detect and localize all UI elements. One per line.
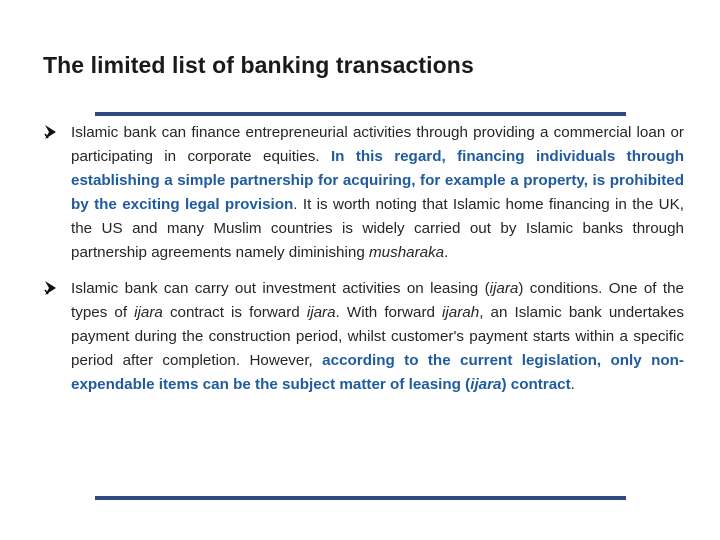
text-segment: ) conditions. One of the types of	[71, 280, 685, 321]
bullet-item	[44, 121, 684, 265]
text-segment: ijarah	[442, 304, 480, 321]
slide-title: The limited list of banking transactions	[43, 52, 474, 78]
text-segment: ijara	[306, 304, 336, 321]
text-segment: according to the current legislation, only non-expendable items can be the subject matter of leasing (	[71, 352, 684, 393]
text-segment: ijara	[134, 304, 163, 321]
text-segment: . With forward	[335, 304, 443, 321]
text-segment: , an Islamic bank undertakes payment during the construction period, whilst customer's payment starts within a specific period after completion. However,	[71, 304, 684, 369]
text-segment: .	[444, 244, 449, 261]
text-segment: ijara	[470, 376, 502, 393]
text-segment: Islamic bank can finance entrepreneurial activities through providing a commercial loan or participating in corporate equities.	[71, 124, 684, 165]
text-segment: ) contract	[501, 376, 571, 393]
bullet-item	[44, 277, 684, 397]
text-segment: Islamic bank can carry out investment activities on leasing (	[71, 280, 490, 297]
text-segment: In this regard, financing individuals through establishing a simple partnership for acquiring, for example a property, is prohibited by the exciting legal provision	[71, 148, 684, 213]
text-segment: contract is forward	[162, 304, 307, 321]
text-segment: . It is worth noting that Islamic home financing in the UK, the US and many Muslim countries is widely carried out by Islamic banks through partnership agreements namely diminishing	[71, 196, 684, 261]
top-divider	[95, 112, 626, 116]
arrow-check-bullet-icon	[44, 278, 58, 298]
text-segment: .	[570, 376, 575, 393]
text-segment: musharaka	[369, 244, 445, 261]
text-segment: ijara	[489, 280, 519, 297]
arrow-check-bullet-icon	[44, 122, 58, 142]
bullet-list	[44, 121, 684, 397]
bottom-divider	[95, 496, 626, 500]
